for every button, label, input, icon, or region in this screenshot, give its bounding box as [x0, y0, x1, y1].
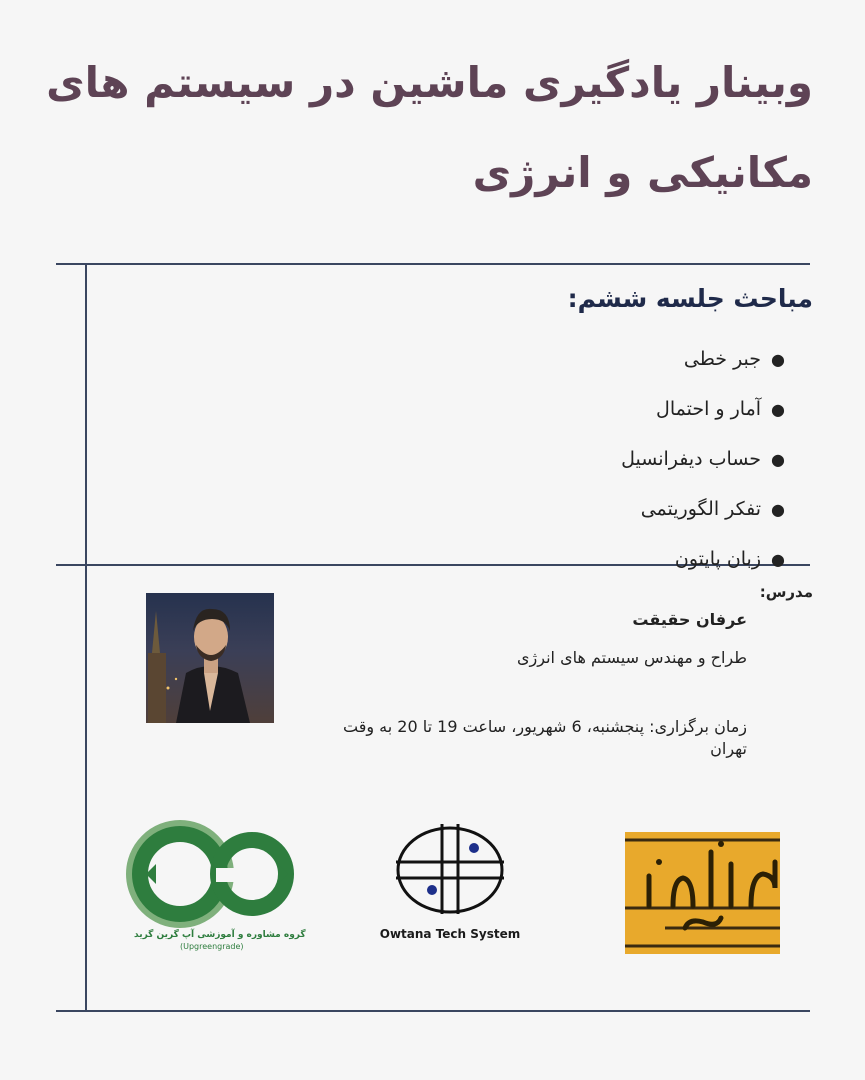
list-item	[621, 384, 785, 434]
upgreengrade-caption: گروه مشاوره و آموزشی آپ گرین گرید	[134, 930, 306, 940]
list-item-label: جبر خطی	[683, 348, 762, 370]
topics-list	[621, 334, 785, 584]
list-item	[621, 484, 785, 534]
event-schedule: زمان برگزاری: پنجشنبه، 6 شهریور، ساعت 19 تا 20 به وقت تهران	[343, 717, 747, 759]
instructor-label: مدرس:	[759, 583, 813, 601]
page-title-line-1: وبینار یادگیری ماشین در سیستم های	[46, 58, 813, 107]
upgreengrade-caption-en: (Upgreengrade)	[180, 942, 244, 951]
list-item	[621, 534, 785, 584]
instructor-photo	[146, 593, 274, 723]
owtana-logo	[374, 822, 526, 948]
divider-top	[56, 263, 810, 265]
page-title-line-2: مکانیکی و انرژی	[472, 148, 813, 197]
frame-left-line	[85, 263, 87, 748]
bullet-icon: ●	[771, 549, 785, 569]
bullet-icon: ●	[771, 399, 785, 419]
upgreengrade-logo	[120, 812, 306, 954]
instructor-role: طراح و مهندس سیستم های انرژی	[517, 648, 747, 667]
bullet-icon: ●	[771, 449, 785, 469]
bullet-icon: ●	[771, 349, 785, 369]
list-item	[621, 334, 785, 384]
instructor-name: عرفان حقیقت	[632, 610, 747, 629]
owtana-caption: Owtana Tech System	[379, 927, 521, 941]
list-item	[621, 434, 785, 484]
list-item-label: زبان پایتون	[674, 548, 762, 570]
bullet-icon: ●	[771, 499, 785, 519]
topics-heading: مباحث جلسه ششم:	[567, 284, 813, 313]
list-item-label: تفکر الگوریتمی	[640, 498, 762, 520]
frame-left-line-lower	[85, 748, 87, 1010]
list-item-label: آمار و احتمال	[656, 398, 762, 420]
divider-bottom	[56, 1010, 810, 1012]
list-item-label: حساب دیفرانسیل	[621, 448, 762, 470]
flotak-logo	[625, 832, 780, 954]
